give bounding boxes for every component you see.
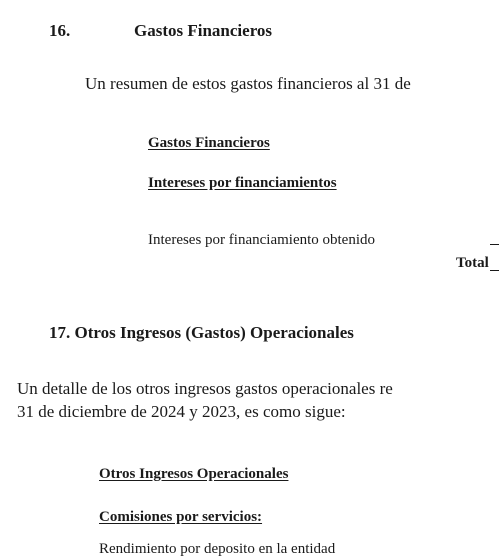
section-16-subheading: Intereses por financiamientos	[148, 175, 337, 191]
section-16-line-item: Intereses por financiamiento obtenido	[148, 232, 376, 248]
section-17-line-item: Rendimiento por deposito en la entidad	[99, 541, 336, 557]
section-17-table-title: Otros Ingresos Operacionales	[99, 466, 289, 482]
section-16-intro: Un resumen de estos gastos financieros al 31 de	[85, 74, 411, 93]
section-16-title: Gastos Financieros	[134, 21, 273, 40]
section-17-intro-line-1: Un detalle de los otros ingresos gastos operacionales re	[17, 379, 393, 398]
section-16-total-label: Total	[456, 255, 489, 271]
section-17-intro-line-2: 31 de diciembre de 2024 y 2023, es como sigue:	[17, 402, 346, 421]
section-16-number: 16.	[49, 21, 71, 40]
section-16-table-title: Gastos Financieros	[148, 135, 270, 151]
section-17-subheading: Comisiones por servicios:	[99, 509, 263, 525]
amount-column-rule	[490, 244, 499, 245]
section-17-heading: 17. Otros Ingresos (Gastos) Operacionales	[49, 323, 354, 342]
total-underline-rule	[490, 270, 499, 271]
